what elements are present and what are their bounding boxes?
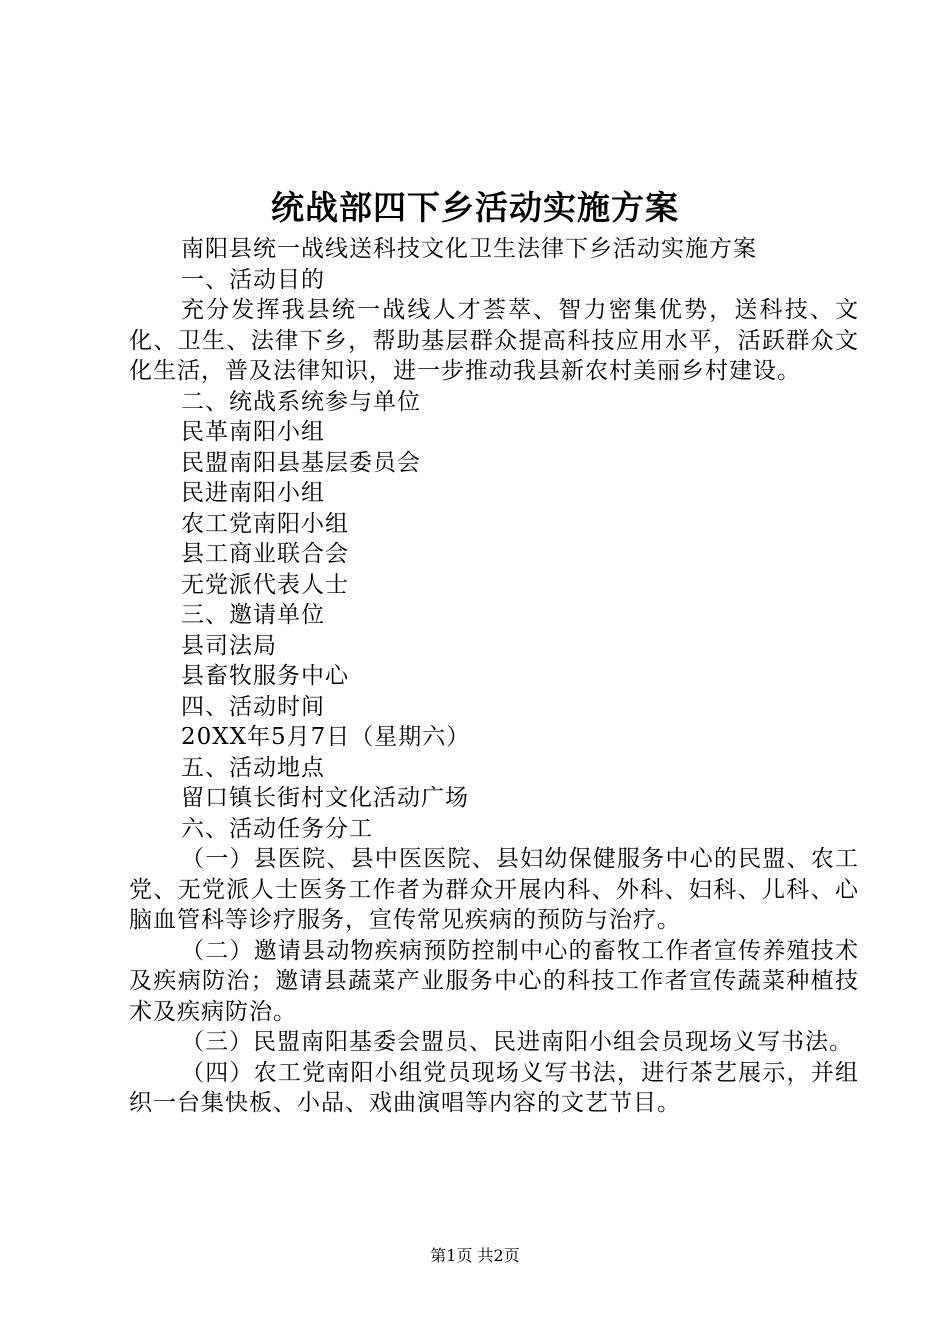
document-body (129, 234, 859, 1119)
subtitle-paragraph: 南阳县统一战线送科技文化卫生法律下乡活动实施方案 (181, 236, 757, 262)
document-title: 统战部四下乡活动实施方案 (271, 188, 679, 227)
time-paragraph: 20XX年5月7日（星期六） (181, 724, 471, 750)
section-heading-location: 五、活动地点 (181, 754, 325, 781)
page-number-footer: 第1页 共2页 (430, 1246, 520, 1265)
task-paragraph: （四）农工党南阳小组党员现场义写书法，进行茶艺展示，并组织一台集快板、小品、戏曲演唱等内容的文艺节目。 (129, 1059, 859, 1116)
section-heading-time: 四、活动时间 (181, 693, 325, 720)
participant-item: 民进南阳小组 (181, 480, 325, 506)
task-paragraph: （三）民盟南阳基委会盟员、民进南阳小组会员现场义写书法。 (181, 1029, 853, 1055)
participant-item: 县工商业联合会 (181, 541, 349, 567)
participant-item: 民盟南阳县基层委员会 (181, 449, 421, 476)
location-paragraph: 留口镇长街村文化活动广场 (181, 785, 469, 811)
section-heading-tasks: 六、活动任务分工 (181, 815, 373, 842)
participant-item: 无党派代表人士 (181, 571, 349, 598)
participant-item: 农工党南阳小组 (181, 510, 349, 537)
purpose-paragraph: 充分发挥我县统一战线人才荟萃、智力密集优势，送科技、文化、卫生、法律下乡，帮助基层群众提高科技应用水平，活跃群众文化生活，普及法律知识，进一步推动我县新农村美丽乡村建设。 (129, 297, 859, 384)
invited-item: 县司法局 (181, 632, 277, 659)
participant-item: 民革南阳小组 (181, 419, 325, 445)
task-paragraph: （二）邀请县动物疾病预防控制中心的畜牧工作者宣传养殖技术及疾病防治；邀请县蔬菜产业服务中心的科技工作者宣传蔬菜种植技术及疾病防治。 (129, 937, 859, 1025)
task-paragraph: （一）县医院、县中医医院、县妇幼保健服务中心的民盟、农工党、无党派人士医务工作者为群众开展内科、外科、妇科、儿科、心脑血管科等诊疗服务，宣传常见疾病的预防与治疗。 (129, 846, 859, 933)
invited-item: 县畜牧服务中心 (181, 663, 349, 689)
section-heading-invited: 三、邀请单位 (181, 602, 325, 628)
section-heading-purpose: 一、活动目的 (181, 266, 325, 293)
section-heading-participants: 二、统战系统参与单位 (181, 388, 421, 415)
